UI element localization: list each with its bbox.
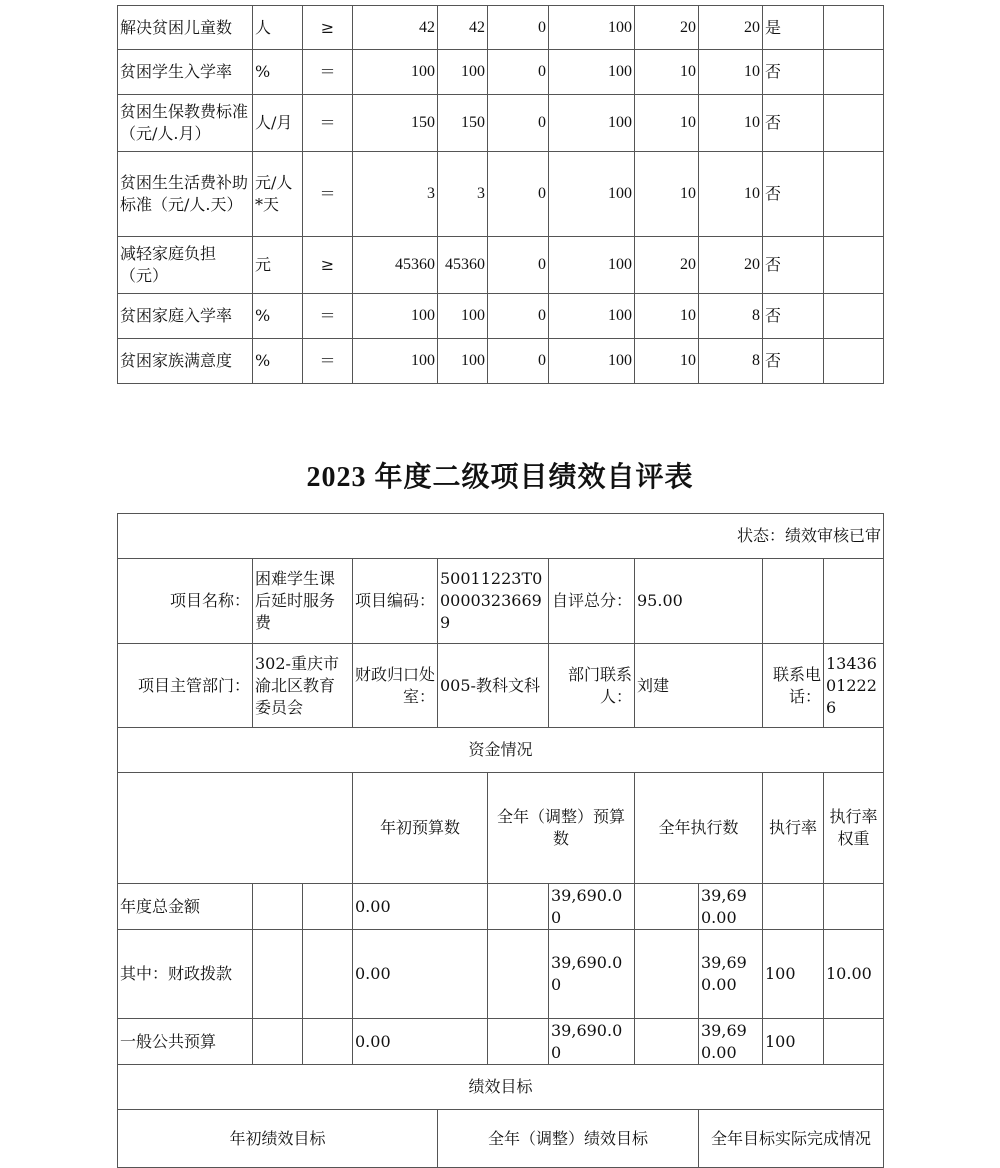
indicator-operator: ＝ (303, 339, 353, 384)
office-value: 005-教科文科 (438, 644, 549, 728)
funds-header: 全年执行数 (635, 773, 763, 884)
indicator-name: 贫困学生入学率 (118, 50, 253, 95)
indicator-score: 8 (699, 294, 763, 339)
empty-cell (824, 559, 884, 644)
indicator-adjusted: 100 (438, 339, 488, 384)
indicator-adjusted: 100 (438, 294, 488, 339)
indicator-adjusted: 150 (438, 95, 488, 152)
funds-weight (824, 884, 884, 930)
perf-section-title: 绩效目标 (118, 1065, 884, 1110)
funds-initial: 0.00 (353, 1019, 488, 1065)
indicator-adjusted: 45360 (438, 237, 488, 294)
empty-cell (824, 95, 884, 152)
perf-header: 年初绩效目标 (118, 1110, 438, 1168)
funds-adjusted: 39,690.00 (549, 930, 635, 1019)
office-label: 财政归口处室： (353, 644, 438, 728)
table-row (118, 6, 884, 50)
empty-cell (824, 294, 884, 339)
indicator-target: 150 (353, 95, 438, 152)
indicator-unit: 人 (253, 6, 303, 50)
indicator-value: 100 (549, 6, 635, 50)
funds-weight: 10.00 (824, 930, 884, 1019)
indicator-target: 42 (353, 6, 438, 50)
funds-header: 年初预算数 (353, 773, 488, 884)
table-row (118, 237, 884, 294)
indicator-flag: 否 (763, 50, 824, 95)
funds-row-label: 一般公共预算 (118, 1019, 253, 1065)
indicator-score: 10 (699, 95, 763, 152)
table-row (118, 930, 884, 1019)
indicator-unit: % (253, 294, 303, 339)
perf-header: 全年目标实际完成情况 (699, 1110, 884, 1168)
funds-initial: 0.00 (353, 930, 488, 1019)
dept-value: 302-重庆市渝北区教育委员会 (253, 644, 353, 728)
indicator-name: 解决贫困儿童数 (118, 6, 253, 50)
empty-cell (824, 50, 884, 95)
indicator-weight: 10 (635, 95, 699, 152)
status-text: 状态：绩效审核已审 (118, 514, 884, 559)
table-row (118, 1019, 884, 1065)
table-row (118, 339, 884, 384)
table-row (118, 884, 884, 930)
funds-rate (763, 884, 824, 930)
project-name-label: 项目名称： (118, 559, 253, 644)
indicator-weight: 10 (635, 152, 699, 237)
funds-header: 执行率 (763, 773, 824, 884)
indicator-score: 8 (699, 339, 763, 384)
indicator-operator: ≥ (303, 6, 353, 50)
project-code-label: 项目编码： (353, 559, 438, 644)
funds-executed: 39,690.00 (699, 884, 763, 930)
indicator-name: 贫困生生活费补助标准（元/人.天） (118, 152, 253, 237)
indicator-weight: 20 (635, 237, 699, 294)
empty-cell (824, 237, 884, 294)
contact-value: 刘建 (635, 644, 763, 728)
indicator-flag: 否 (763, 152, 824, 237)
project-code: 50011223T000003236699 (438, 559, 549, 644)
indicator-weight: 20 (635, 6, 699, 50)
empty-cell (824, 152, 884, 237)
indicator-adjusted: 42 (438, 6, 488, 50)
phone-value: 13436012226 (824, 644, 884, 728)
indicator-unit: % (253, 50, 303, 95)
empty-cell (253, 884, 303, 930)
indicator-weight: 10 (635, 294, 699, 339)
indicator-table (117, 5, 884, 384)
indicator-value: 0 (488, 6, 549, 50)
funds-adjusted: 39,690.00 (549, 884, 635, 930)
indicator-operator: ＝ (303, 294, 353, 339)
indicator-target: 3 (353, 152, 438, 237)
evaluation-table (117, 513, 884, 1168)
table-row (118, 50, 884, 95)
table-row (118, 294, 884, 339)
indicator-target: 100 (353, 50, 438, 95)
empty-cell (303, 1019, 353, 1065)
indicator-value: 0 (488, 95, 549, 152)
empty-cell (253, 930, 303, 1019)
indicator-name: 贫困家庭入学率 (118, 294, 253, 339)
empty-cell (635, 1019, 699, 1065)
indicator-value: 100 (549, 237, 635, 294)
indicator-unit: % (253, 339, 303, 384)
indicator-score: 20 (699, 6, 763, 50)
funds-executed: 39,690.00 (699, 930, 763, 1019)
funds-row-label: 年度总金额 (118, 884, 253, 930)
indicator-value: 100 (549, 294, 635, 339)
funds-header: 执行率权重 (824, 773, 884, 884)
funds-header: 全年（调整）预算数 (488, 773, 635, 884)
empty-cell (118, 773, 353, 884)
indicator-target: 100 (353, 339, 438, 384)
table-row (118, 152, 884, 237)
self-score: 95.00 (635, 559, 763, 644)
table-row (118, 95, 884, 152)
indicator-target: 100 (353, 294, 438, 339)
indicator-operator: ＝ (303, 50, 353, 95)
indicator-value: 0 (488, 152, 549, 237)
empty-cell (824, 339, 884, 384)
indicator-operator: ≥ (303, 237, 353, 294)
indicator-flag: 否 (763, 339, 824, 384)
dept-label: 项目主管部门： (118, 644, 253, 728)
indicator-name: 贫困家族满意度 (118, 339, 253, 384)
indicator-adjusted: 3 (438, 152, 488, 237)
score-label: 自评总分： (549, 559, 635, 644)
indicator-value: 100 (549, 95, 635, 152)
indicator-weight: 10 (635, 339, 699, 384)
empty-cell (635, 884, 699, 930)
indicator-adjusted: 100 (438, 50, 488, 95)
indicator-unit: 人/月 (253, 95, 303, 152)
indicator-name: 减轻家庭负担（元） (118, 237, 253, 294)
empty-cell (488, 884, 549, 930)
empty-cell (763, 559, 824, 644)
indicator-flag: 否 (763, 237, 824, 294)
indicator-operator: ＝ (303, 152, 353, 237)
funds-executed: 39,690.00 (699, 1019, 763, 1065)
indicator-name: 贫困生保教费标准（元/人.月） (118, 95, 253, 152)
empty-cell (253, 1019, 303, 1065)
perf-header: 全年（调整）绩效目标 (438, 1110, 699, 1168)
project-name: 困难学生课后延时服务费 (253, 559, 353, 644)
indicator-value: 0 (488, 339, 549, 384)
indicator-value: 0 (488, 50, 549, 95)
empty-cell (488, 1019, 549, 1065)
indicator-target: 45360 (353, 237, 438, 294)
contact-label: 部门联系人： (549, 644, 635, 728)
indicator-score: 10 (699, 152, 763, 237)
funds-rate: 100 (763, 930, 824, 1019)
funds-initial: 0.00 (353, 884, 488, 930)
funds-section-title: 资金情况 (118, 728, 884, 773)
indicator-flag: 否 (763, 294, 824, 339)
indicator-value: 100 (549, 50, 635, 95)
empty-cell (635, 930, 699, 1019)
empty-cell (824, 6, 884, 50)
phone-label: 联系电话： (763, 644, 824, 728)
indicator-weight: 10 (635, 50, 699, 95)
indicator-flag: 否 (763, 95, 824, 152)
indicator-value: 0 (488, 237, 549, 294)
indicator-value: 100 (549, 152, 635, 237)
funds-adjusted: 39,690.00 (549, 1019, 635, 1065)
indicator-unit: 元/人*天 (253, 152, 303, 237)
empty-cell (488, 930, 549, 1019)
empty-cell (303, 884, 353, 930)
indicator-unit: 元 (253, 237, 303, 294)
indicator-score: 10 (699, 50, 763, 95)
indicator-value: 0 (488, 294, 549, 339)
funds-weight (824, 1019, 884, 1065)
indicator-value: 100 (549, 339, 635, 384)
page-title: 2023 年度二级项目绩效自评表 (306, 462, 694, 493)
indicator-flag: 是 (763, 6, 824, 50)
funds-row-label: 其中：财政拨款 (118, 930, 253, 1019)
indicator-score: 20 (699, 237, 763, 294)
funds-rate: 100 (763, 1019, 824, 1065)
empty-cell (303, 930, 353, 1019)
indicator-operator: ＝ (303, 95, 353, 152)
